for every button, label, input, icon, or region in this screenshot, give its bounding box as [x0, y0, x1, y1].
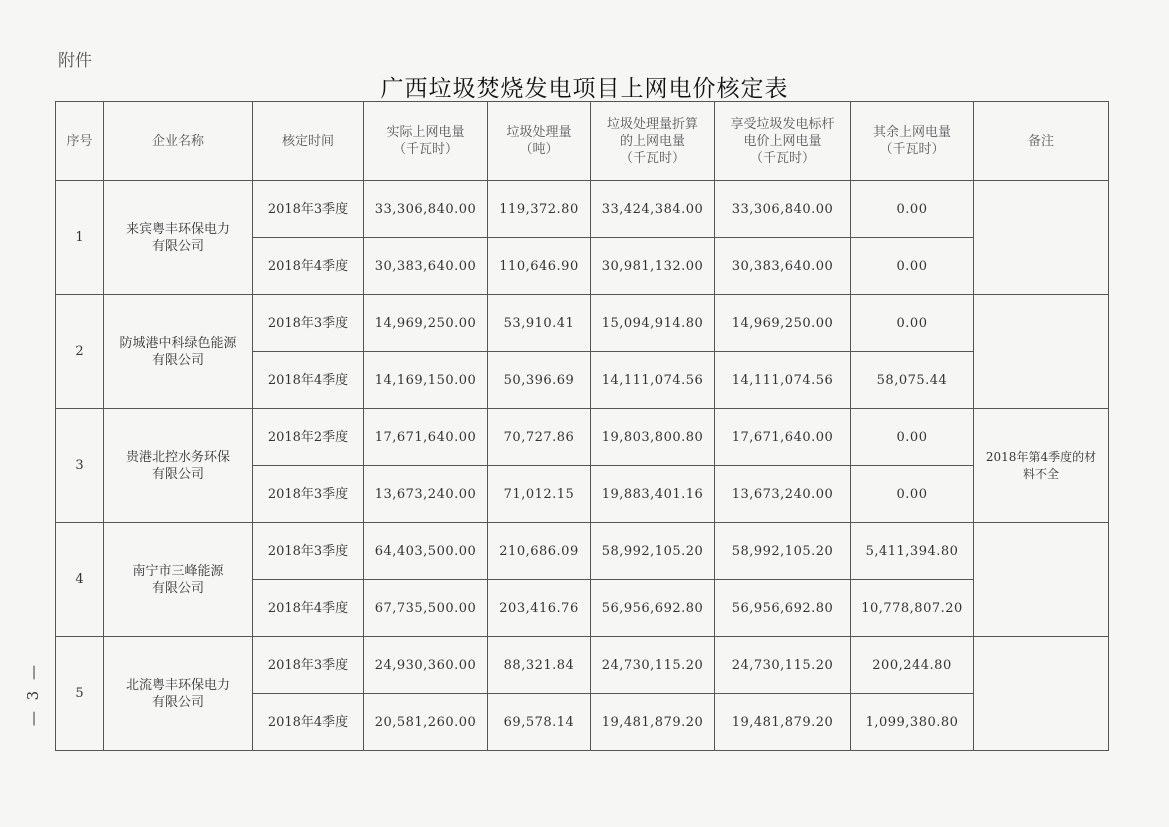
waste-cell: 210,686.09	[488, 523, 591, 580]
company-name-cell: 来宾粤丰环保电力 有限公司	[104, 181, 253, 295]
attachment-label: 附件	[58, 51, 92, 71]
actual-cell: 14,169,150.00	[364, 352, 488, 409]
period-cell: 2018年3季度	[253, 637, 364, 694]
actual-cell: 24,930,360.00	[364, 637, 488, 694]
benchmark-cell: 13,673,240.00	[715, 466, 851, 523]
actual-cell: 20,581,260.00	[364, 694, 488, 751]
benchmark-cell: 33,306,840.00	[715, 181, 851, 238]
benchmark-cell: 30,383,640.00	[715, 238, 851, 295]
benchmark-cell: 17,671,640.00	[715, 409, 851, 466]
benchmark-cell: 14,111,074.56	[715, 352, 851, 409]
waste-cell: 50,396.69	[488, 352, 591, 409]
header-company: 企业名称	[104, 102, 253, 181]
remark-cell: 2018年第4季度的材 料不全	[974, 409, 1109, 523]
other-cell: 0.00	[851, 295, 974, 352]
remark-cell	[974, 637, 1109, 751]
actual-cell: 14,969,250.00	[364, 295, 488, 352]
other-cell: 1,099,380.80	[851, 694, 974, 751]
company-name-cell: 北流粤丰环保电力 有限公司	[104, 637, 253, 751]
actual-cell: 13,673,240.00	[364, 466, 488, 523]
converted-cell: 30,981,132.00	[591, 238, 715, 295]
company-name-cell: 南宁市三峰能源 有限公司	[104, 523, 253, 637]
period-cell: 2018年4季度	[253, 352, 364, 409]
benchmark-cell: 56,956,692.80	[715, 580, 851, 637]
tariff-table	[55, 101, 1109, 751]
benchmark-cell: 14,969,250.00	[715, 295, 851, 352]
seq-cell: 2	[56, 295, 104, 409]
header-converted: 垃圾处理量折算 的上网电量 （千瓦时）	[591, 102, 715, 181]
table-row	[56, 295, 1109, 352]
other-cell: 0.00	[851, 181, 974, 238]
header-waste: 垃圾处理量 （吨）	[488, 102, 591, 181]
actual-cell: 17,671,640.00	[364, 409, 488, 466]
converted-cell: 56,956,692.80	[591, 580, 715, 637]
period-cell: 2018年4季度	[253, 694, 364, 751]
benchmark-cell: 19,481,879.20	[715, 694, 851, 751]
remark-cell	[974, 523, 1109, 637]
converted-cell: 19,883,401.16	[591, 466, 715, 523]
other-cell: 200,244.80	[851, 637, 974, 694]
table-row	[56, 181, 1109, 238]
period-cell: 2018年3季度	[253, 295, 364, 352]
remark-cell	[974, 295, 1109, 409]
table-row	[56, 523, 1109, 580]
seq-cell: 4	[56, 523, 104, 637]
other-cell: 58,075.44	[851, 352, 974, 409]
page-title: 广西垃圾焚烧发电项目上网电价核定表	[380, 76, 789, 102]
table-header	[56, 102, 1109, 181]
benchmark-cell: 24,730,115.20	[715, 637, 851, 694]
period-cell: 2018年4季度	[253, 238, 364, 295]
converted-cell: 24,730,115.20	[591, 637, 715, 694]
benchmark-cell: 58,992,105.20	[715, 523, 851, 580]
remark-cell	[974, 181, 1109, 295]
period-cell: 2018年2季度	[253, 409, 364, 466]
table-row	[56, 409, 1109, 466]
header-seq: 序号	[56, 102, 104, 181]
other-cell: 0.00	[851, 466, 974, 523]
seq-cell: 1	[56, 181, 104, 295]
other-cell: 5,411,394.80	[851, 523, 974, 580]
waste-cell: 70,727.86	[488, 409, 591, 466]
company-name-cell: 贵港北控水务环保 有限公司	[104, 409, 253, 523]
header-other: 其余上网电量 （千瓦时）	[851, 102, 974, 181]
actual-cell: 33,306,840.00	[364, 181, 488, 238]
seq-cell: 5	[56, 637, 104, 751]
converted-cell: 19,481,879.20	[591, 694, 715, 751]
actual-cell: 64,403,500.00	[364, 523, 488, 580]
period-cell: 2018年3季度	[253, 466, 364, 523]
other-cell: 10,778,807.20	[851, 580, 974, 637]
actual-cell: 30,383,640.00	[364, 238, 488, 295]
converted-cell: 58,992,105.20	[591, 523, 715, 580]
other-cell: 0.00	[851, 238, 974, 295]
seq-cell: 3	[56, 409, 104, 523]
other-cell: 0.00	[851, 409, 974, 466]
waste-cell: 53,910.41	[488, 295, 591, 352]
converted-cell: 19,803,800.80	[591, 409, 715, 466]
table-row	[56, 637, 1109, 694]
waste-cell: 88,321.84	[488, 637, 591, 694]
converted-cell: 15,094,914.80	[591, 295, 715, 352]
converted-cell: 33,424,384.00	[591, 181, 715, 238]
actual-cell: 67,735,500.00	[364, 580, 488, 637]
header-period: 核定时间	[253, 102, 364, 181]
header-benchmark: 享受垃圾发电标杆 电价上网电量 （千瓦时）	[715, 102, 851, 181]
page-number: — 3 —	[24, 662, 42, 727]
period-cell: 2018年4季度	[253, 580, 364, 637]
period-cell: 2018年3季度	[253, 523, 364, 580]
header-remark: 备注	[974, 102, 1109, 181]
company-name-cell: 防城港中科绿色能源 有限公司	[104, 295, 253, 409]
table-body	[56, 181, 1109, 751]
header-actual: 实际上网电量 （千瓦时）	[364, 102, 488, 181]
period-cell: 2018年3季度	[253, 181, 364, 238]
converted-cell: 14,111,074.56	[591, 352, 715, 409]
waste-cell: 110,646.90	[488, 238, 591, 295]
waste-cell: 119,372.80	[488, 181, 591, 238]
waste-cell: 71,012.15	[488, 466, 591, 523]
waste-cell: 203,416.76	[488, 580, 591, 637]
waste-cell: 69,578.14	[488, 694, 591, 751]
